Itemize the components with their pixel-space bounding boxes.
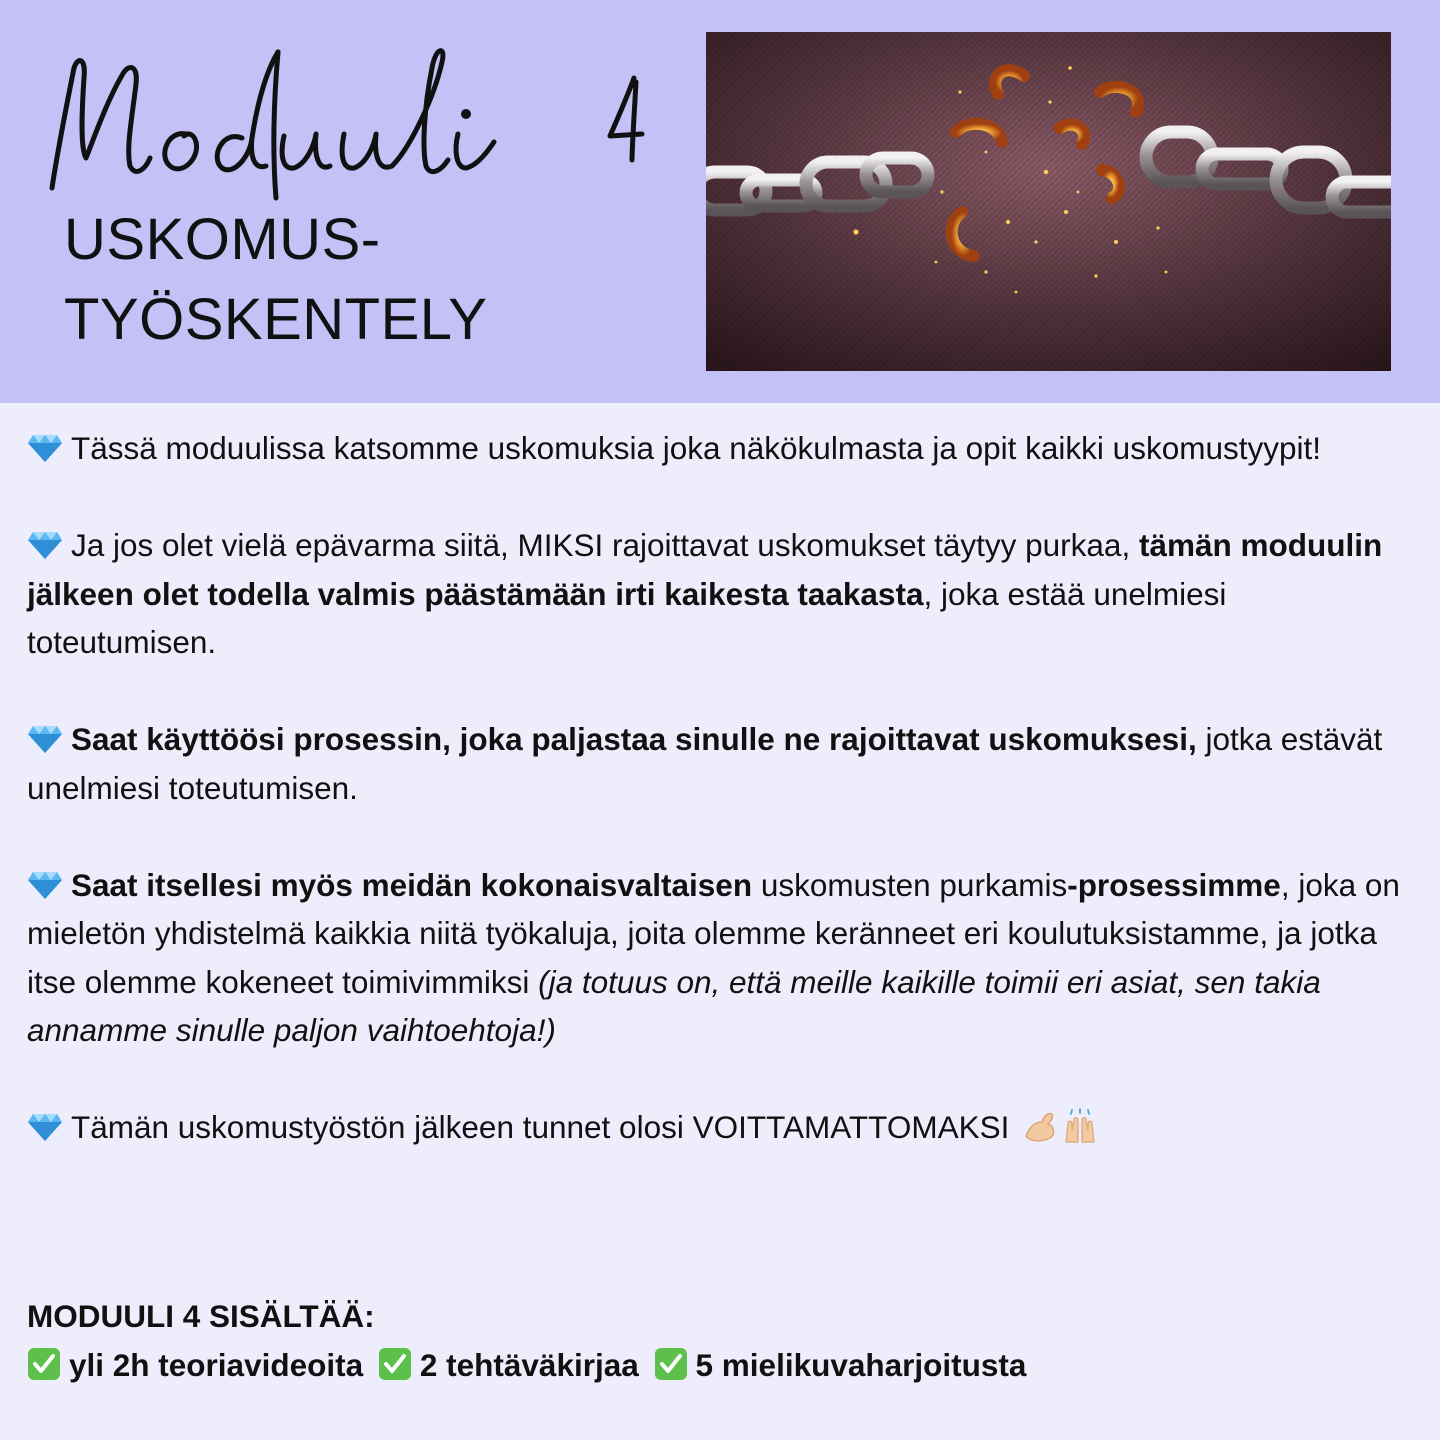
check-mark-button-icon: [654, 1347, 688, 1381]
includes-item: 2 tehtäväkirjaa: [419, 1346, 639, 1383]
includes-heading: MODUULI 4 SISÄLTÄÄ:: [27, 1298, 375, 1334]
check-mark-button-icon: [27, 1347, 61, 1381]
includes-list: [27, 1341, 1032, 1390]
flexed-biceps-icon: [1022, 1108, 1058, 1144]
broken-chain-illustration: [706, 32, 1391, 371]
paragraph-2: Ja jos olet vielä epävarma siitä, MIKSI rajoittavat uskomukset täytyy purkaa, tämän moduulin jälkeen olet todella valmis päästämään irti kaikesta taakasta, joka estää unelmiesi toteutumisen.: [27, 527, 1383, 660]
paragraph-4: Saat itsellesi myös meidän kokonaisvaltaisen uskomusten purkamis-prosessimme, joka on mieletön yhdistelmä kaikkia niitä työkaluja, joita olemme keränneet eri koulutuksistamme, ja jotka itse olemme kokeneet toimivimmiksi (ja totuus on, että meille kaikille toimii eri asiat, sen takia annamme sinulle paljon vaihtoehtoja!): [27, 866, 1400, 1048]
subtitle-line-2: TYÖSKENTELY: [64, 287, 488, 352]
module-subtitle: [64, 200, 487, 360]
paragraph-1: Tässä moduulissa katsomme uskomuksia joka näkökulmasta ja opit kaikki uskomustyypit!: [27, 424, 1417, 473]
paragraph-5: Tämän uskomustyöstön jälkeen tunnet olosi VOITTAMATTOMAKSI: [27, 1103, 1417, 1152]
check-mark-button-icon: [378, 1347, 412, 1381]
module-description: [27, 424, 1417, 1200]
broken-chain-image: [706, 32, 1391, 371]
gem-icon: [27, 433, 63, 463]
gem-icon: [27, 1112, 63, 1142]
paragraph-3: Saat käyttöösi prosessin, joka paljastaa sinulle ne rajoittavat uskomuksesi, jotka estävät unelmiesi toteutumisen.: [27, 721, 1383, 806]
script-title-lettering: [46, 38, 666, 208]
includes-item: yli 2h teoriavideoita: [69, 1346, 364, 1383]
header-banner: [0, 0, 1440, 403]
includes-item: 5 mielikuvaharjoitusta: [695, 1346, 1027, 1383]
module-includes: [27, 1292, 1032, 1389]
gem-icon: [27, 724, 63, 754]
raising-hands-icon: [1062, 1108, 1098, 1144]
subtitle-line-1: USKOMUS-: [64, 207, 381, 272]
gem-icon: [27, 870, 63, 900]
gem-icon: [27, 530, 63, 560]
script-title: [46, 38, 666, 208]
